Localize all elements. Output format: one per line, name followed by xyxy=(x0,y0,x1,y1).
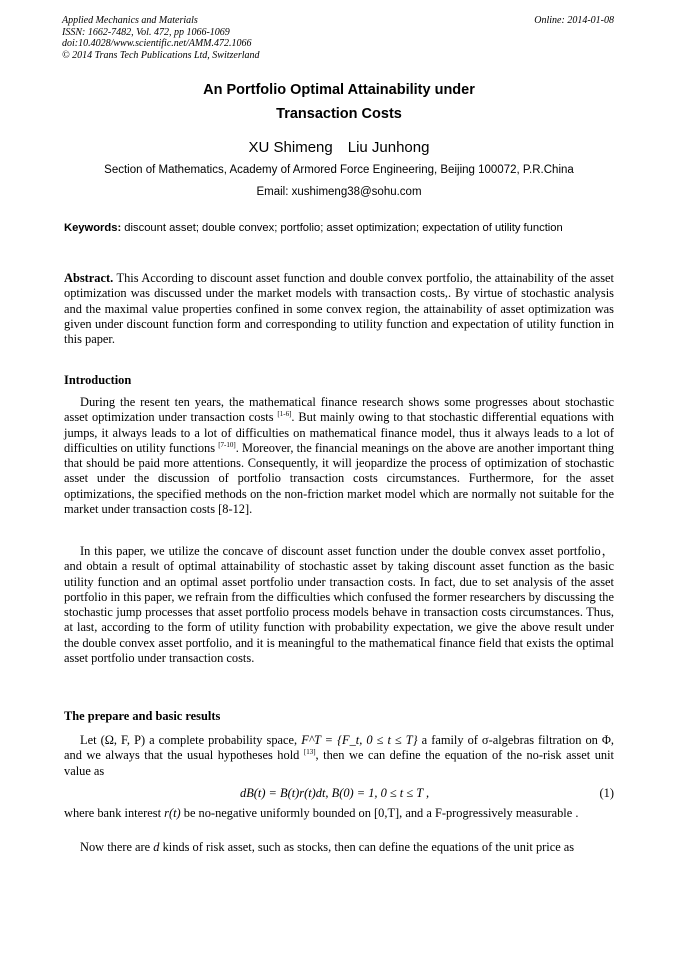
paper-title-line-1: An Portfolio Optimal Attainability under xyxy=(203,82,475,98)
citation-1-6: [1-6] xyxy=(277,410,292,419)
prepare-p3-text-b: kinds of risk asset, such as stocks, then can define the equations of the unit price as xyxy=(159,840,575,854)
journal-header xyxy=(62,15,260,61)
equation-1-expression: dB(t) = B(t)r(t)dt, B(0) = 1, 0 ≤ t ≤ T , xyxy=(240,786,430,800)
prepare-p1-text-c: a family of σ-algebras filtration on Φ, and we always that the usual hypotheses hold xyxy=(64,733,615,763)
keywords xyxy=(64,222,614,235)
prepare-p2-text-a: where bank interest xyxy=(64,806,165,820)
citation-7-10: [7-10] xyxy=(218,440,236,449)
prepare-paragraph-1 xyxy=(64,733,614,779)
filtration-formula: F^T = {F_t, 0 ≤ t ≤ T} xyxy=(301,733,418,747)
abstract xyxy=(64,271,614,347)
prepare-p1-text-b: a complete probability space, xyxy=(145,733,302,747)
equation-1 xyxy=(64,786,614,802)
prepare-heading: The prepare and basic results xyxy=(64,709,221,723)
interval-symbol: [0,T] xyxy=(374,806,400,820)
abstract-text: This According to discount asset function and double convex portfolio, the attainability of the asset optimization was discussed under the market models with transaction costs,. By virtue of stochastic analysis and the maximal value properties confined in some convex region, the attainability of asset optimization was given under discount function form and corresponding to utility function and expectation of utility function in this paper. xyxy=(64,271,614,347)
prepare-paragraph-2 xyxy=(64,806,614,821)
intro-p1-text-a: During the resent ten years, the mathematical finance research shows some progresses about stochastic asset optimization under transaction costs xyxy=(64,395,614,425)
keywords-text: discount asset; double convex; portfolio; asset optimization; expectation of utility function xyxy=(121,222,563,234)
prepare-p2-text-b: be no-negative uniformly bounded on xyxy=(180,806,375,820)
interest-rate-symbol: r(t) xyxy=(164,806,181,820)
prepare-p1-text-a: Let xyxy=(80,733,101,747)
prepare-paragraph-3 xyxy=(64,840,614,855)
paper-title-line-2: Transaction Costs xyxy=(276,106,402,122)
prepare-p1-text-d: , then we can define the equation of the no-risk asset unit value as xyxy=(64,748,614,778)
journal-name: Applied Mechanics and Materials xyxy=(62,15,198,26)
issn-line: ISSN: 1662-7482, Vol. 472, pp 1066-1069 xyxy=(62,26,230,38)
abstract-label: Abstract. xyxy=(64,271,114,285)
email: Email: xushimeng38@sohu.com xyxy=(256,186,422,198)
authors: XU Shimeng Liu Junhong xyxy=(248,139,430,156)
intro-p1-text-c: . Moreover, the financial meanings on the above are another important thing that should be paid more attentions. Consequently, it will jeopardize the process of optimization of stochastic asset under the discussion of portfolio transaction costs circumstances. Furthermore, for the asset optimizations, the specified methods on the non-friction market model which are normally not suitable for the market under transaction costs [8-12]. xyxy=(64,440,615,517)
doi-line: doi:10.4028/www.scientific.net/AMM.472.1066 xyxy=(62,38,252,49)
probability-space-formula: (Ω, F, P) xyxy=(100,733,146,747)
keywords-label: Keywords: xyxy=(64,222,122,234)
equation-1-number: (1) xyxy=(599,786,614,800)
intro-p1-text-b: . But mainly owing to that stochastic differential equations with jumps, it always leads to a lot of difficulties on mathematical finance model, thus it always leads to a lot of difficulties on utility functions xyxy=(64,410,614,455)
affiliation: Section of Mathematics, Academy of Armored Force Engineering, Beijing 100072, P.R.China xyxy=(104,164,574,176)
prepare-p2-text-c: , and a F-progressively measurable . xyxy=(399,806,579,820)
online-date: Online: 2014-01-08 xyxy=(534,15,614,26)
intro-paragraph-2: In this paper, we utilize the concave of discount asset function under the double convex asset portfolio，and obtain a result of optimal attainability of stochastic asset by taking discount asset function as the basic utility function and an optimal asset portfolio under transaction costs. In fact, due to set analysis of the asset portfolio in this paper, we refrain from the difficulties which confused the former researchers by discussing the stochastic jump processes that asset portfolio process models behave in transaction costs circumstances. Thus, at last, according to the form of utility function with probability expectation, we give the above result under the double convex asset portfolio, and it is meaningful to the mathematical finance field that exists the optimal asset portfolio under transaction costs. xyxy=(64,544,614,666)
d-symbol: d xyxy=(153,840,160,854)
prepare-p3-text-a: Now there are xyxy=(80,840,154,854)
intro-paragraph-1 xyxy=(64,395,614,517)
introduction-heading: Introduction xyxy=(64,373,132,387)
citation-13: [13] xyxy=(303,748,316,757)
copyright-line: © 2014 Trans Tech Publications Ltd, Switzerland xyxy=(62,49,260,61)
